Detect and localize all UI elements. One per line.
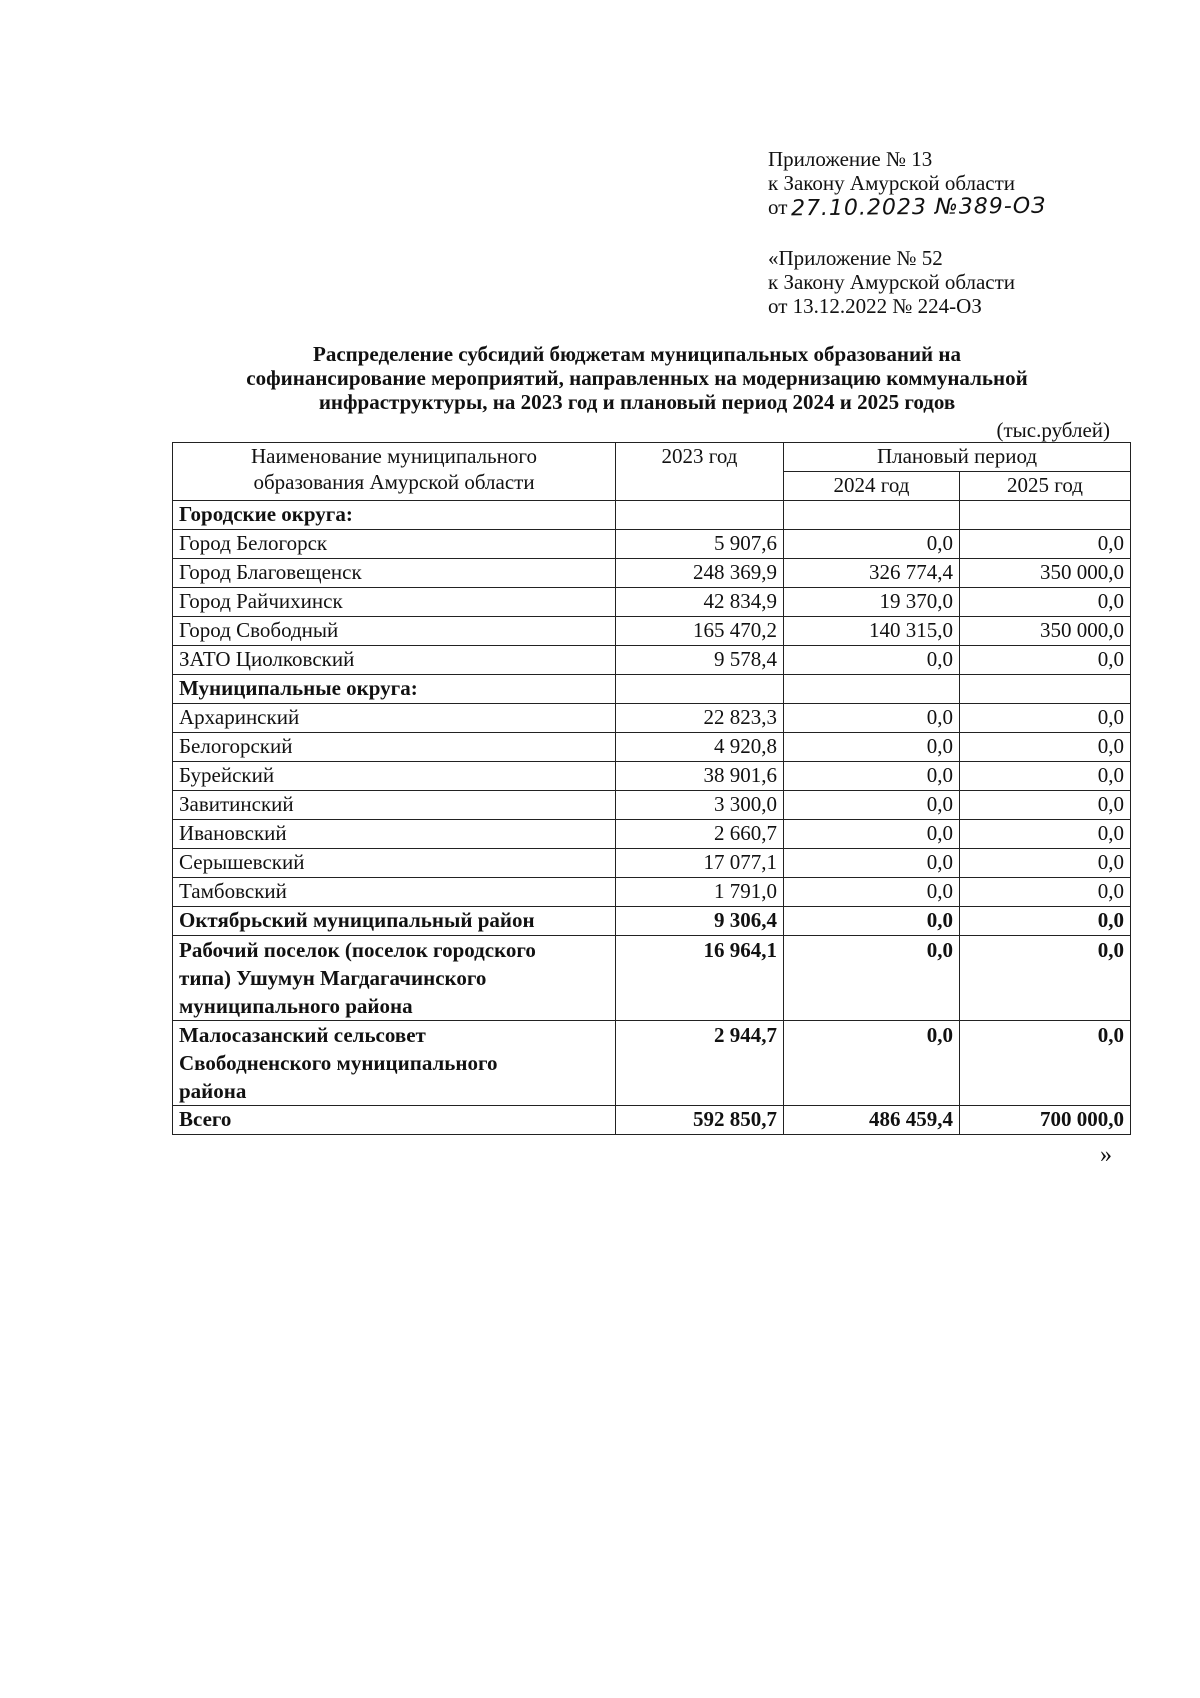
handwritten-date-number: 27.10.2023 №389-ОЗ [791,193,1047,222]
value-2023: 3 300,0 [616,791,784,820]
value-2023: 592 850,7 [616,1106,784,1135]
closing-quote: » [1100,1142,1112,1168]
value-2025: 0,0 [960,530,1131,559]
table-row [173,762,1131,791]
value-2023: 38 901,6 [616,762,784,791]
attachment-current-header [768,147,1047,220]
table-row-total [173,1106,1131,1135]
value-2023: 9 306,4 [616,907,784,936]
value-2024: 326 774,4 [784,559,960,588]
row-name: Город Райчихинск [173,588,616,617]
value-2025: 0,0 [960,762,1131,791]
value-2023: 16 964,1 [616,936,784,1021]
section-row-city-districts [173,501,1131,530]
value-2025: 0,0 [960,704,1131,733]
city-rows [173,530,1131,675]
table-row [173,559,1131,588]
row-name: Город Свободный [173,617,616,646]
attachment-law-ref: к Закону Амурской области [768,171,1016,195]
value-2023: 1 791,0 [616,878,784,907]
table-row [173,820,1131,849]
value-2025: 0,0 [960,907,1131,936]
row-name: Архаринский [173,704,616,733]
table-row-ushumun [173,936,1131,1021]
value-2023: 2 944,7 [616,1021,784,1106]
municipal-rows [173,704,1131,907]
units-label: (тыс.рублей) [996,418,1110,442]
row-name-line-2: типа) Ушумун Магдагачинского [179,966,487,990]
row-name [173,1021,616,1106]
value-2024: 0,0 [784,936,960,1021]
value-2023: 17 077,1 [616,849,784,878]
row-name-line-3: района [179,1079,247,1103]
value-2024: 0,0 [784,820,960,849]
table-row [173,530,1131,559]
value-2023: 5 907,6 [616,530,784,559]
table-row [173,878,1131,907]
value-2023: 42 834,9 [616,588,784,617]
header-name-line-2: образования Амурской области [253,470,535,494]
table-row [173,704,1131,733]
header-planned-period: Плановый период [784,443,1131,472]
table-row-oktyabrsky [173,907,1131,936]
value-2023: 22 823,3 [616,704,784,733]
row-name-line-1: Малосазанский сельсовет [179,1023,426,1047]
row-name: Ивановский [173,820,616,849]
table-row [173,646,1131,675]
header-name-line-1: Наименование муниципального [251,444,537,468]
value-2025: 0,0 [960,878,1131,907]
value-2025: 0,0 [960,588,1131,617]
header-2024: 2024 год [784,472,960,501]
value-2025: 0,0 [960,936,1131,1021]
title-line-3: инфраструктуры, на 2023 год и плановый период 2024 и 2025 годов [318,390,956,414]
row-name: Всего [173,1106,616,1135]
header-2023: 2023 год [616,443,784,501]
row-name: Тамбовский [173,878,616,907]
value-2024: 19 370,0 [784,588,960,617]
row-name: Город Белогорск [173,530,616,559]
attachment-number: Приложение № 13 [768,147,933,171]
value-2025: 700 000,0 [960,1106,1131,1135]
attachment-date-line [768,195,1047,220]
value-2025: 0,0 [960,820,1131,849]
row-name-line-1: Рабочий поселок (поселок городского [179,938,536,962]
value-2023: 165 470,2 [616,617,784,646]
value-2025: 0,0 [960,849,1131,878]
table-row-malosazansky [173,1021,1131,1106]
value-2024: 0,0 [784,849,960,878]
value-2025: 0,0 [960,646,1131,675]
value-2024: 140 315,0 [784,617,960,646]
value-2024: 0,0 [784,878,960,907]
row-name: Белогорский [173,733,616,762]
value-2024: 0,0 [784,733,960,762]
row-name: Завитинский [173,791,616,820]
subsidy-table [172,442,1131,1135]
row-name: Октябрьский муниципальный район [173,907,616,936]
row-name-line-3: муниципального района [179,994,413,1018]
value-2024: 0,0 [784,907,960,936]
value-2023: 4 920,8 [616,733,784,762]
table-row [173,849,1131,878]
header-name [173,443,616,501]
section-label: Городские округа: [173,501,616,530]
title-line-1: Распределение субсидий бюджетам муниципальных образований на [313,342,961,366]
value-2023: 248 369,9 [616,559,784,588]
attachment-date-prefix: от [768,195,788,219]
table-row [173,617,1131,646]
table-row [173,791,1131,820]
previous-attachment-number: «Приложение № 52 [768,246,943,270]
value-2024: 0,0 [784,704,960,733]
row-name [173,936,616,1021]
row-name: ЗАТО Циолковский [173,646,616,675]
value-2025: 0,0 [960,791,1131,820]
value-2024: 0,0 [784,646,960,675]
attachment-previous-header [768,246,1015,318]
value-2023: 2 660,7 [616,820,784,849]
header-2025: 2025 год [960,472,1131,501]
table-row [173,588,1131,617]
value-2024: 486 459,4 [784,1106,960,1135]
previous-attachment-date: от 13.12.2022 № 224-ОЗ [768,294,982,318]
document-title [172,342,1102,414]
value-2025: 0,0 [960,733,1131,762]
value-2023: 9 578,4 [616,646,784,675]
value-2025: 350 000,0 [960,617,1131,646]
value-2024: 0,0 [784,530,960,559]
table-header-row [173,443,1131,472]
value-2025: 0,0 [960,1021,1131,1106]
row-name: Город Благовещенск [173,559,616,588]
table-row [173,733,1131,762]
value-2024: 0,0 [784,762,960,791]
value-2024: 0,0 [784,791,960,820]
title-line-2: софинансирование мероприятий, направленных на модернизацию коммунальной [246,366,1028,390]
previous-attachment-law-ref: к Закону Амурской области [768,270,1016,294]
row-name: Бурейский [173,762,616,791]
value-2024: 0,0 [784,1021,960,1106]
row-name-line-2: Свободненского муниципального [179,1051,498,1075]
row-name: Серышевский [173,849,616,878]
section-label: Муниципальные округа: [173,675,616,704]
value-2025: 350 000,0 [960,559,1131,588]
section-row-municipal-districts [173,675,1131,704]
